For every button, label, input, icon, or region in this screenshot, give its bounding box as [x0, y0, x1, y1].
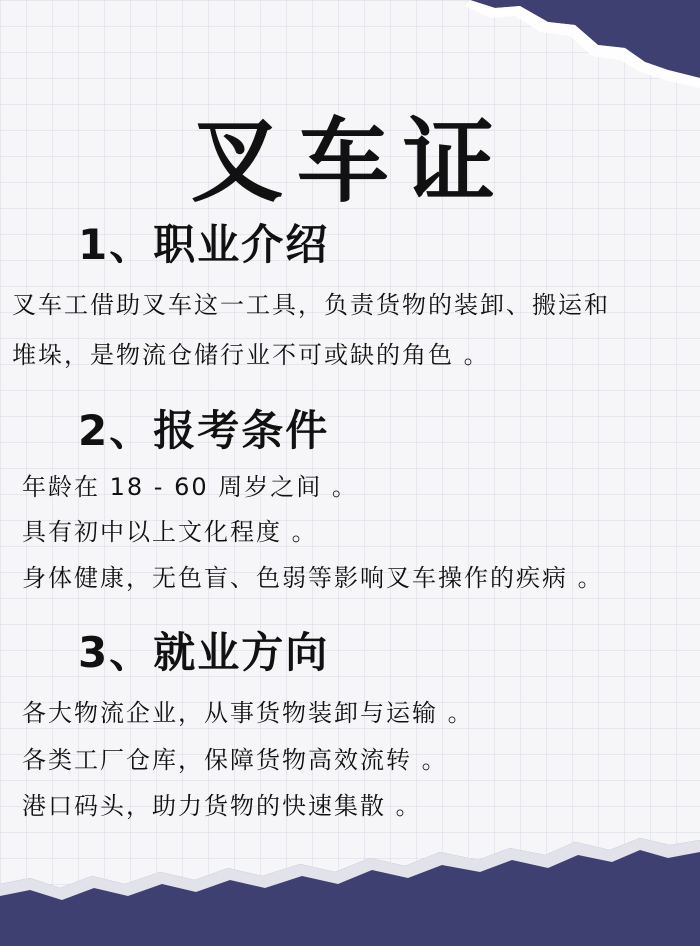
employment-line: 港口码头，助力货物的快速集散 。 — [22, 792, 422, 820]
requirement-line: 具有初中以上文化程度 。 — [22, 518, 318, 546]
job-intro-line: 堆垛，是物流仓储行业不可或缺的角色 。 — [12, 341, 490, 369]
requirement-line: 年龄在 18 - 60 周岁之间 。 — [22, 473, 358, 501]
page-title: 叉车证 — [190, 108, 509, 215]
employment-line: 各类工厂仓库，保障货物高效流转 。 — [22, 746, 448, 774]
section-heading-job-intro: 1、职业介绍 — [78, 220, 330, 269]
section-heading-requirements: 2、报考条件 — [78, 406, 330, 455]
requirement-line: 身体健康，无色盲、色弱等影响叉车操作的疾病 。 — [22, 564, 604, 592]
employment-line: 各大物流企业，从事货物装卸与运输 。 — [22, 699, 474, 727]
job-intro-line: 叉车工借助叉车这一工具，负责货物的装卸、搬运和 — [12, 291, 610, 319]
section-heading-employment: 3、就业方向 — [78, 628, 330, 677]
